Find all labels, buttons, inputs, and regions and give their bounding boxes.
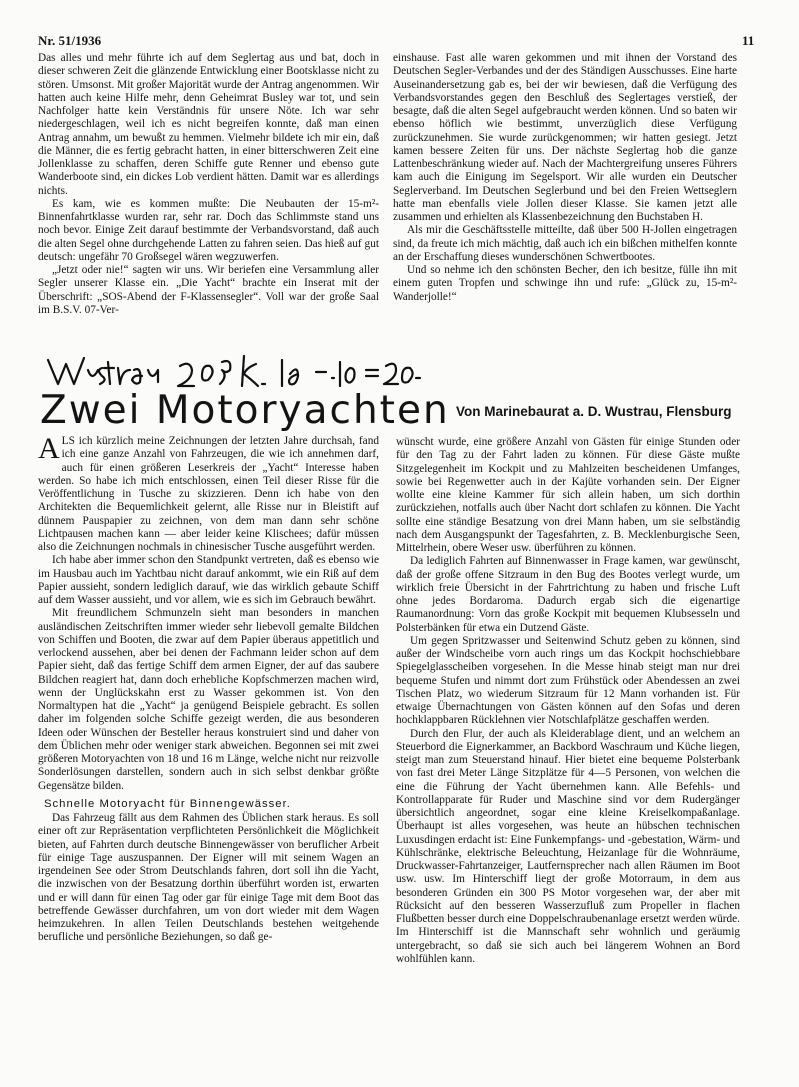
top-left-column	[38, 52, 379, 317]
paragraph: Das Fahrzeug fällt aus dem Rahmen des Üblichen stark heraus. Es soll einer oft zur Repräsentation verpflichteten Persönlichkeit die Möglichkeit bieten, auf Fahrten durch deutsche Binnengewässer von beruflicher Arbeit für einige Tage auszuspannen. Der Eigner will mit seinem Wagen an irgendeinen See oder Strom Deutschlands fahren, dort soll ihn die Yacht, die inzwischen von der Besatzung dorthin überführt worden ist, erwarten und er will dann für einen Tag oder gar für einige Tage mit dem Boot das betreffende Gewässer durchfahren, um von dort wieder mit dem Wagen heimzukehren. In allen Teilen Deutschlands bestehen weitgehende berufliche und persönliche Beziehungen, so daß ge-	[38, 812, 379, 944]
lead-paragraph	[38, 432, 379, 554]
paragraph: einshause. Fast alle waren gekommen und mit ihnen der Vorstand des Deutschen Segler-Verbandes und der des Ständigen Ausschusses. Eine harte Auseinandersetzung gab es, bei der wir bewiesen, daß die Verfügung des Verbandsvorstandes gegen den Beschluß des Seglertages verstieß, der besagte, daß die alten Segel aufgebraucht werden können. Und so baten wir ebenso höflich wie bestimmt, unverzüglich diese Verfügung zurückzunehmen. Sie wurde zurückgenommen; wir hatten gesiegt. Jetzt kamen bessere Zeiten für uns. Der nächste Seglertag hob die ganze Lattenbeschränkung wieder auf. Nach der Machtergreifung unseres Führers kam auch die Einigung im Segelsport. Wir alle wurden ein Deutscher Seglerverband. Im Deutschen Seglerbund und bei den Freien Wettseglern hatte man ebenfalls viele Jollen dieser Klasse. Sie kamen jetzt alle zusammen und erhielten als Klassenbezeichnung den Buchstaben H.	[393, 52, 737, 223]
paragraph: Und so nehme ich den schönsten Becher, den ich besitze, fülle ihn mit einem guten Tropfen und schwinge ihn und rufe: „Glück zu, 15-m²-Wanderjolle!“	[393, 264, 737, 303]
paragraph: Es kam, wie es kommen mußte: Die Neubauten der 15-m²-Binnenfahrtklasse wurden rar, sehr rar. Doch das Schlimmste stand uns noch bevor. Einige Zeit darauf bestimmte der Verbandsvorstand, daß auch die alten Segel ohne durchgehende Latten zu fahren seien. Das hieß auf gut deutsch: ungefähr 70 Großsegel wären wegzuwerfen.	[38, 197, 379, 263]
paragraph: Das alles und mehr führte ich auf dem Seglertag aus und bat, doch in dieser schweren Zeit die glänzende Entwicklung einer Bootsklasse nicht zu stören. Umsonst. Mit großer Majorität wurde der Antrag angenommen. Wir hatten auch keine Hilfe mehr, denn Geheimrat Busley war tot, und sein Nachfolger hatte kein Verständnis für unsere Nöte. Ich war sehr niedergeschlagen, weil ich es nicht begreifen konnte, daß man einen Antrag annahm, um bewußt zu hemmen. Vielmehr bildete ich mir ein, daß die Männer, die es fertig gebracht hatten, in einer bitterschweren Zeit eine Jollenklasse zu schaffen, deren Schiffe gute Renner und ebenso gute Wanderboote sind, ein dickes Lob verdient hätten. Damit war es allerdings nichts.	[38, 52, 379, 197]
paragraph: Da lediglich Fahrten auf Binnenwasser in Frage kamen, war gewünscht, daß der große offene Sitzraum in den Bug des Bootes verlegt wurde, um wirklich freie Übersicht in der Fahrtrichtung zu haben und frische Luft ohne jedes Bordaroma. Dadurch ergab sich die eigenartige Raumanordnung: Vorn das große Kockpit mit bequemen Klubsesseln und Polsterbänken für etwa ein Dutzend Gäste.	[396, 555, 740, 634]
paragraph: Um gegen Spritzwasser und Seitenwind Schutz geben zu können, sind außer der Windscheibe vorn auch rings um das Kockpit hochschiebbare Spiegelglasscheiben vorgesehen. In die Messe hinab steigt man nur drei bequeme Stufen und nimmt dort zum Frühstück oder Abendessen an zwei Tischen Platz, wo wiederum Sitzraum für 12 Mann vorhanden ist. Für etwaige Übernachtungen von Gästen können auf den Sofas und deren hochklappbaren Rücklehnen vier Notschlafplätze geschaffen werden.	[396, 634, 740, 727]
bottom-left-column	[38, 432, 379, 945]
bottom-right-column	[396, 436, 740, 966]
top-right-column	[393, 52, 737, 304]
drop-cap: A	[38, 432, 60, 465]
paragraph: wünscht wurde, eine größere Anzahl von Gästen für einige Stunden oder für den Tag zu der Fahrt laden zu können. Für diese Gäste mußte Sitzgelegenheit im Kockpit und zu Mahlzeiten bescheidenen Umfanges, sowie bei Regenwetter auch in der Kajüte vorhanden sein. Der Eigner wollte eine kleine Kammer für sich allein haben, um sich dorthin zurückziehen, notfalls auch über Nacht dort schlafen zu können. Die Yacht sollte eine ständige Besatzung von drei Mann haben, um sie selbständig nach dem Ausgangspunkt der Tagesfahrten, z. B. Mecklenburgische Seen, Mittelrhein, obere Weser usw. überführen zu können.	[396, 436, 740, 554]
paragraph: Als mir die Geschäftsstelle mitteilte, daß über 500 H-Jollen eingetragen sind, da freute ich mich mächtig, daß auch ich ein bißchen mithelfen konnte an der Erschaffung dieses wunderschönen Schwertbootes.	[393, 224, 737, 263]
handwritten-pen-note	[44, 348, 424, 392]
article-byline: Von Marinebaurat a. D. Wustrau, Flensburg	[456, 404, 732, 419]
paragraph: „Jetzt oder nie!“ sagten wir uns. Wir beriefen eine Versammlung aller Segler unserer Klasse ein. „Die Yacht“ brachte ein Inserat mit der Überschrift: „SOS-Abend der F-Klassensegler“. Voll war der große Saal im B.S.V. 07-Ver-	[38, 264, 379, 316]
article-title: Zwei Motoryachten	[40, 388, 450, 433]
section-subheading: Schnelle Motoryacht für Binnengewässer.	[44, 797, 291, 810]
issue-number: Nr. 51/1936	[38, 33, 102, 48]
paragraph: Ich habe aber immer schon den Standpunkt vertreten, daß es ebenso wie im Hausbau auch im Yachtbau nicht darauf ankommt, wie ein Riß auf dem Papier aussieht, sondern lediglich darauf, wie das wirklich gebaute Schiff auf dem Wasser aussieht, und vor allem, wie es sich im Gebrauch bewährt.	[38, 554, 379, 606]
page-number: 11	[742, 33, 755, 48]
lead-text: LS ich kürzlich meine Zeichnungen der letzten Jahre durchsah, fand ich eine ganze Anzahl von Fahrzeugen, die wie ich annehmen darf, auch für einen größeren Leserkreis der „Yacht“ Interesse haben werden. So habe ich mich entschlossen, einen Teil dieser Risse für die Veröffentlichung in Tusche zu skizzieren. Denn ich habe von den Architekten die Bequemlichkeit gelernt, alle Risse nur in Bleistift auf dünnem Pauspapier zu zeichnen, von dem man dann sehr schöne Lichtpausen machen kann — aber leider keine Klischees; dafür müssen also die Zeichnungen nochmals in chinesischer Tusche ausgeführt werden.	[38, 435, 379, 553]
paragraph: Mit freundlichem Schmunzeln sieht man besonders in manchen ausländischen Zeitschriften immer wieder sehr liebevoll gemalte Bildchen von Schiffen und Booten, die zwar auf dem Papier überaus appetitlich und verlockend aussehen, aber bei denen der Fachmann leider schon auf dem Papier sieht, daß das fertige Schiff dem armen Eigner, der auf das saubere Bildchen reagiert hat, dann doch erhebliche Kopfschmerzen machen wird, wenn der Unglückskahn erst zu Wasser gekommen ist. Von den Normaltypen hat die „Yacht“ ja genügend Beispiele gebracht. Es sollen daher im folgenden solche Schiffe gezeigt werden, die aus besonderen Ideen oder Wünschen der Besteller heraus konstruiert sind und daher von dem Üblichen mehr oder weniger stark abweichen. Begonnen sei mit zwei größeren Motoryachten von 18 und 16 m Länge, welche nicht nur reizvolle Sonderlösungen darstellen, sondern auch in sich selbst denkbar größte Gegensätze bilden.	[38, 607, 379, 792]
paragraph: Durch den Flur, der auch als Kleiderablage dient, und an welchem an Steuerbord die Eignerkammer, an Backbord Waschraum und Küche liegen, steigt man zum Steuerstand hinauf. Hier bietet eine bequeme Polsterbank von fast drei Meter Länge Sitzplätze für 4—5 Personen, von welchen die eine die Führung der Yacht übernehmen kann. Alle Befehls- und Kontrollapparate für Ruder und Maschine sind vor dem Rudergänger übersichtlich angeordnet, sogar eine kleine Kreiselkompaßanlage. Überhaupt ist alles vorgesehen, was heute an hübschen technischen Luxusdingen erdacht ist: Eine Funkempfangs- und -gebestation, Wärm- und Kühlschränke, elektrische Beleuchtung, Heizanlage für die Wohnräume, Druckwasser-Fahrtanzeiger, Lautfernsprecher nach allen Räumen im Boot usw. usw. Im Hinterschiff liegt der große Motorraum, in dem aus besonderen Gründen ein 300 PS Motor vorgesehen war, der aber mit Rücksicht auf den besseren Wasserzufluß zum Propeller in flachen Flußbetten besser durch eine Doppelschraubenanlage ersetzt werden würde. Im Hinterschiff ist die Mannschaft sehr wohnlich und geräumig untergebracht, so daß sie sich auch bei längerem Wohnen an Bord wohlfühlen kann.	[396, 727, 740, 965]
